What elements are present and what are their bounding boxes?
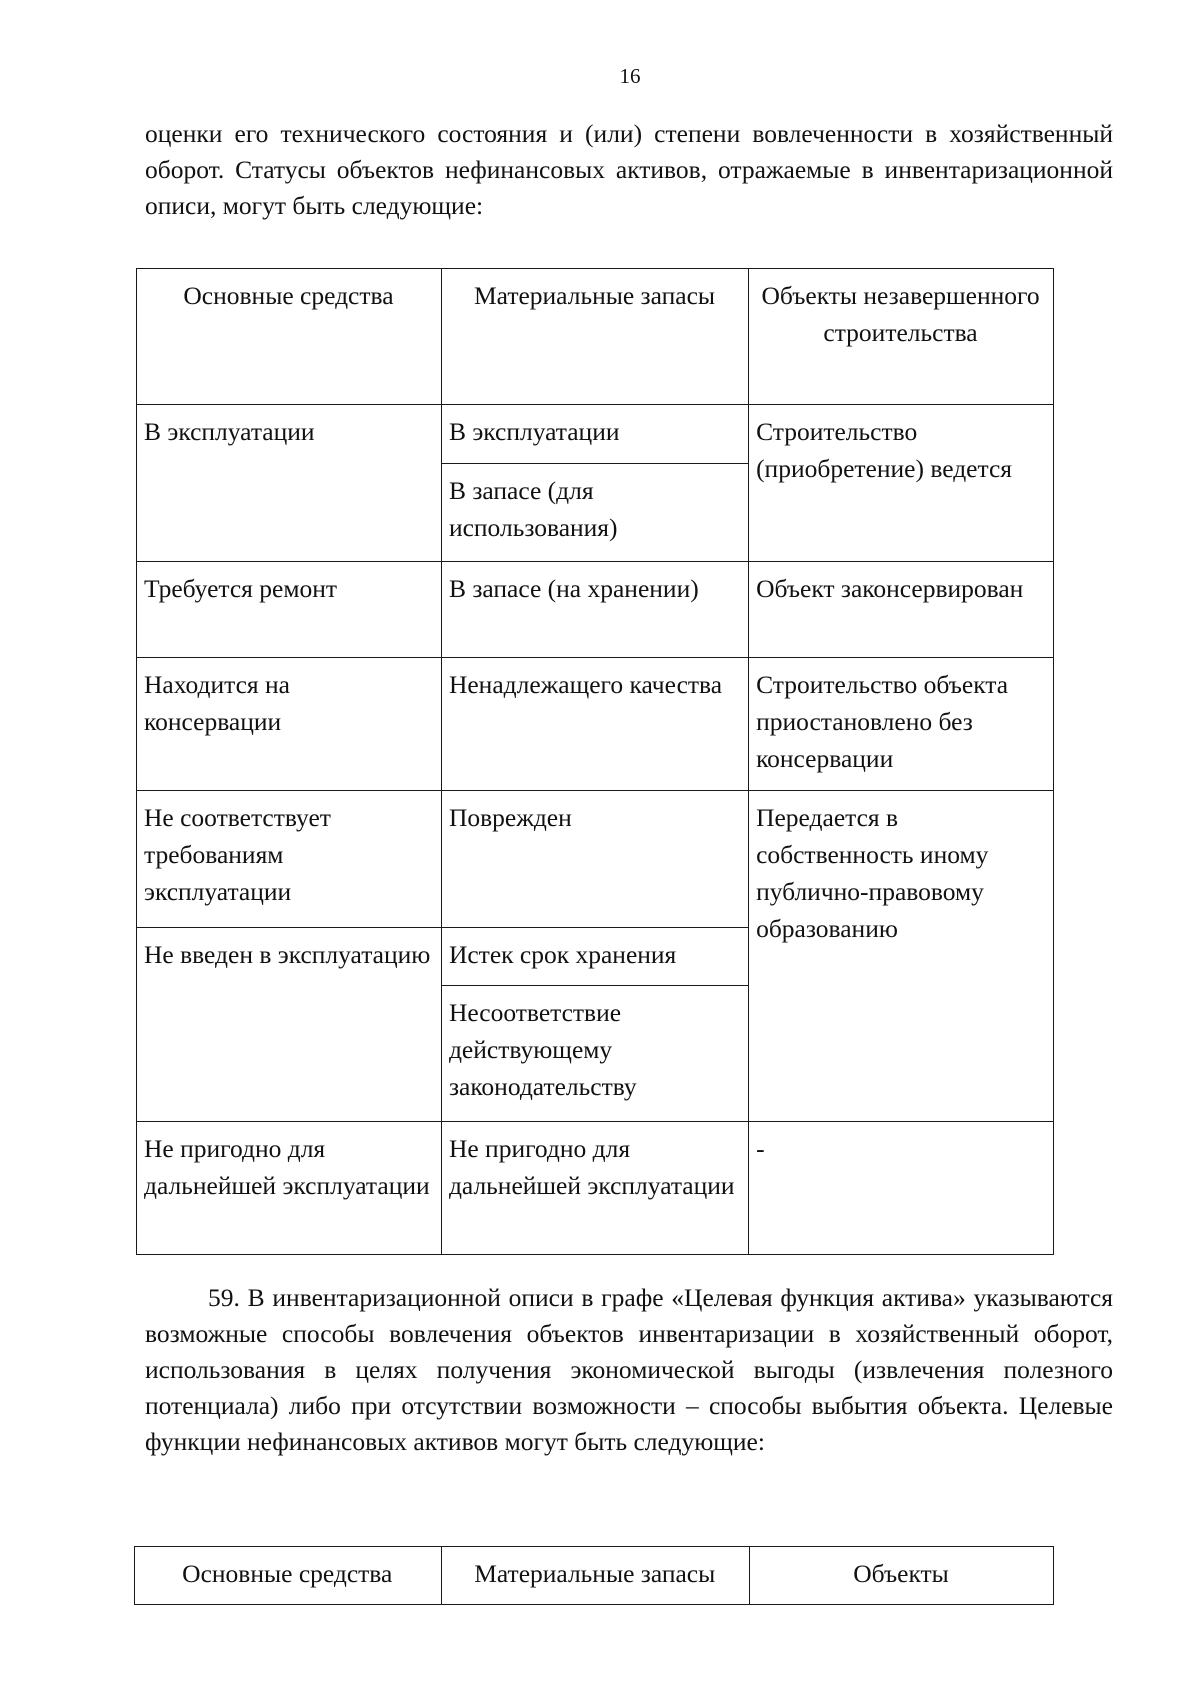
cell-fixed-assets: Не соответствует требованиям эксплуатации — [137, 791, 442, 928]
cell-inventories: В запасе (для использования) — [441, 464, 748, 562]
header-objects: Объекты — [749, 1547, 1053, 1605]
cell-fixed-assets: Не пригодно для дальнейшей эксплуатации — [137, 1122, 442, 1255]
cell-construction: Передается в собственность иному публично-правовому образованию — [749, 791, 1054, 1122]
cell-inventories: Ненадлежащего качества — [441, 658, 748, 791]
table-row — [137, 562, 1054, 658]
table-row — [137, 1122, 1054, 1255]
header-fixed-assets: Основные средства — [137, 269, 442, 405]
table-row — [137, 405, 1054, 464]
cell-construction: - — [749, 1122, 1054, 1255]
header-inventories: Материальные запасы — [441, 1547, 749, 1605]
header-construction-in-progress: Объекты незавершенного строительства — [749, 269, 1054, 405]
paragraph-statuses-intro: оценки его технического состояния и (или) степени вовлеченности в хозяйственный оборот. Статусы объектов нефинансовых активов, отражаемые в инвентаризационной описи, могут быть следующие: — [145, 119, 1113, 220]
table-row — [137, 791, 1054, 928]
cell-fixed-assets: Не введен в эксплуатацию — [137, 928, 442, 1122]
cell-fixed-assets: Требуется ремонт — [137, 562, 442, 658]
paragraph-59: 59. В инвентаризационной описи в графе «Целевая функция актива» указываются возможные способы вовлечения объектов инвентаризации в хозяйственный оборот, использования в целях получения экономической выгоды (извлечения полезного потенциала) либо при отсутствии возможности – способы выбытия объекта. Целевые функции нефинансовых активов могут быть следующие: — [145, 1283, 1113, 1456]
cell-construction: Объект законсервирован — [749, 562, 1054, 658]
cell-inventories: Поврежден — [441, 791, 748, 928]
cell-fixed-assets: В эксплуатации — [137, 405, 442, 562]
cell-inventories: В эксплуатации — [441, 405, 748, 464]
cell-construction: Строительство объекта приостановлено без консервации — [749, 658, 1054, 791]
statuses-table — [136, 268, 1054, 1255]
cell-inventories: В запасе (на хранении) — [441, 562, 748, 658]
header-fixed-assets: Основные средства — [135, 1547, 442, 1605]
cell-inventories: Не пригодно для дальнейшей эксплуатации — [441, 1122, 748, 1255]
page-number: 16 — [619, 64, 641, 88]
cell-inventories: Истек срок хранения — [441, 928, 748, 986]
cell-inventories: Несоответствие действующему законодательству — [441, 986, 748, 1122]
table-row — [137, 658, 1054, 791]
table-header-row — [135, 1547, 1054, 1605]
header-inventories: Материальные запасы — [441, 269, 748, 405]
cell-fixed-assets: Находится на консервации — [137, 658, 442, 791]
target-functions-table — [134, 1546, 1054, 1605]
cell-construction: Строительство (приобретение) ведется — [749, 405, 1054, 562]
table-header-row — [137, 269, 1054, 405]
